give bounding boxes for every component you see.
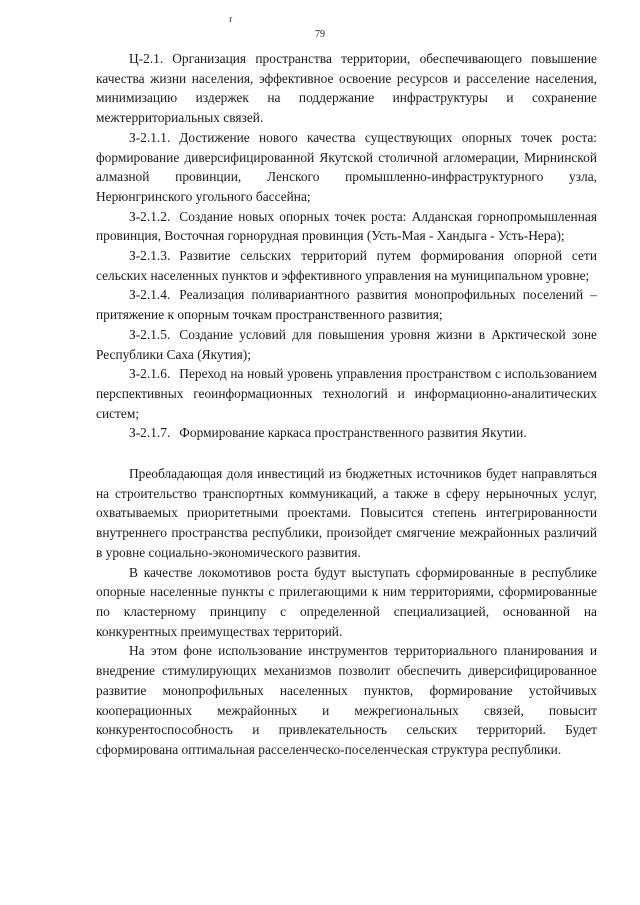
task-code: З-2.1.5.	[129, 326, 171, 342]
task-item	[96, 128, 597, 207]
task-item	[96, 423, 597, 443]
goal-text: Организация пространства территории, обеспечивающего повышение качества жизни населения, эффективное освоение ресурсов и расселение населения, минимизацию издержек на поддержание инфраструктуры и сохранение межтерриториальных связей.	[96, 51, 597, 126]
task-code: З-2.1.2.	[129, 208, 171, 224]
task-text: Создание новых опорных точек роста: Алданская горнопромышленная провинция, Восточная горнорудная провинция (Усть-Мая - Хандыга - Усть-Нера);	[96, 208, 597, 244]
section-gap	[96, 443, 597, 464]
task-item	[96, 325, 597, 364]
task-text: Реализация поливариантного развития монопрофильных поселений – притяжение к опорным точкам пространственного развития;	[96, 287, 597, 323]
task-item	[96, 246, 597, 285]
task-text: Формирование каркаса пространственного развития Якутии.	[179, 425, 527, 441]
task-code: З-2.1.1.	[129, 129, 171, 145]
document-body	[96, 49, 597, 760]
page-number: 79	[315, 29, 325, 40]
body-paragraph: Преобладающая доля инвестиций из бюджетных источников будет направляться на строительство транспортных коммуникаций, а также в сферу нерыночных услуг, охватываемых приоритетными проектами. Повысится степень интегрированности внутреннего пространства республики, произойдет смягчение межрайонных различий в уровне социально-экономического развития.	[96, 466, 597, 560]
task-text: Развитие сельских территорий путем формирования опорной сети сельских населенных пунктов и эффективного управления на муниципальном уровне;	[96, 248, 597, 283]
goal-paragraph	[96, 49, 597, 128]
task-text: Переход на новый уровень управления пространством с использованием перспективных геоинформационных технологий и информационно-аналитических систем;	[96, 366, 597, 421]
task-item	[96, 207, 597, 246]
task-item	[96, 364, 597, 423]
task-text: Достижение нового качества существующих опорных точек роста: формирование диверсифицированной Якутской столичной агломерации, Мирнинской алмазной провинции, Ленского промышленно-инфраструктурного узла, Нерюнгринского угольного бассейна;	[96, 129, 597, 204]
body-paragraph: В качестве локомотивов роста будут выступать сформированные в республике опорные населенные пункты с прилегающими к ним территориями, сформированные по кластерному принципу с определенной специализацией, основанной на конкурентных преимуществах территорий.	[96, 564, 597, 639]
task-code: З-2.1.7.	[129, 425, 171, 441]
goal-code: Ц-2.1.	[129, 51, 164, 66]
body-paragraph: На этом фоне использование инструментов территориального планирования и внедрение стимулирующих механизмов позволит обеспечить диверсифицированное развитие монопрофильных населенных пунктов, формирование устойчивых кооперационных межрайонных и межрегиональных связей, повысит конкурентоспособность и привлекательность сельских территорий. Будет сформирована оптимальная расселенческо-поселенческая структура республики.	[96, 643, 597, 757]
scan-mark: ґ	[229, 14, 233, 24]
task-code: З-2.1.3.	[129, 248, 171, 264]
task-code: З-2.1.4.	[129, 287, 171, 303]
task-item	[96, 285, 597, 324]
task-code: З-2.1.6.	[129, 366, 171, 382]
task-text: Создание условий для повышения уровня жизни в Арктической зоне Республики Саха (Якутия);	[96, 326, 597, 362]
